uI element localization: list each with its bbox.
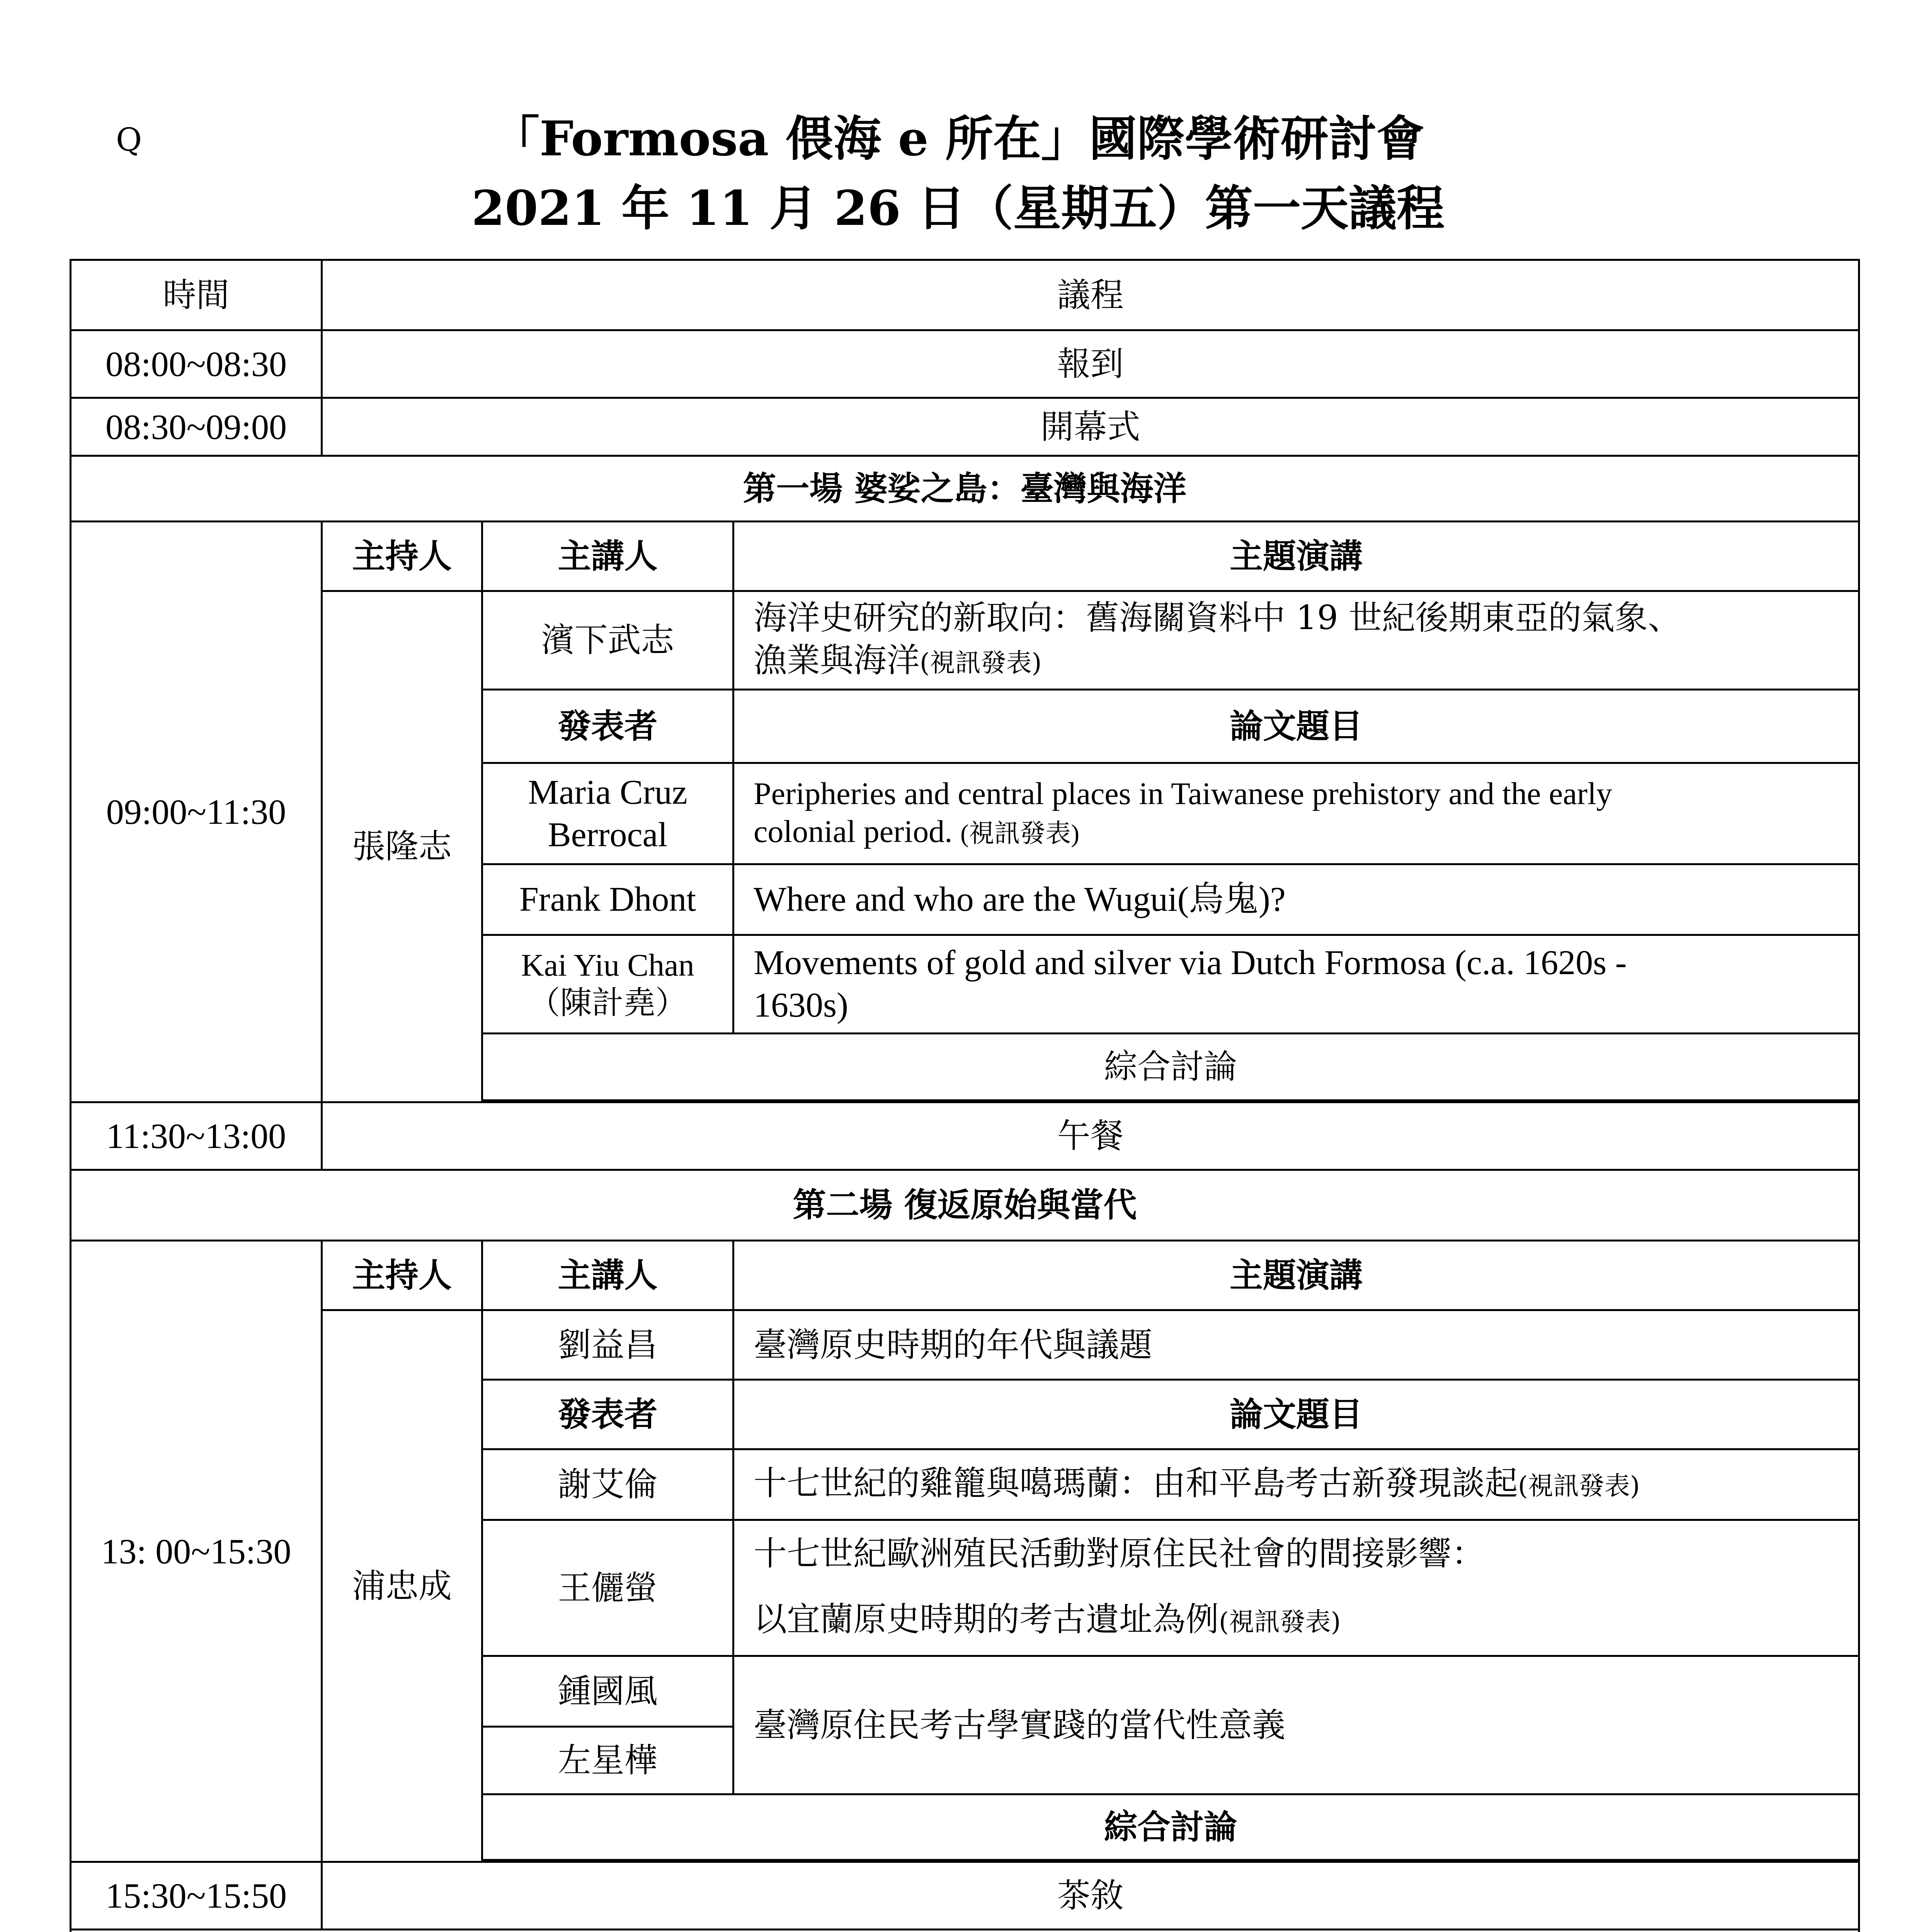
session-1-title: 第一場 婆娑之島：臺灣與海洋 [71, 456, 1859, 522]
session-title-row [71, 1930, 1859, 1932]
presenter-name-line2: Berrocal [548, 815, 668, 854]
presenter-name [482, 763, 733, 864]
session-2-title: 第二場 復返原始與當代 [71, 1170, 1859, 1241]
video-note: (視訊發表) [920, 648, 1042, 678]
session-title-row [71, 456, 1859, 522]
keynote-label: 主題演講 [733, 1241, 1859, 1310]
paper-title: 臺灣原住民考古學實踐的當代性意義 [733, 1656, 1859, 1794]
time-cell: 08:30~09:00 [71, 398, 322, 456]
speaker-label: 主講人 [482, 522, 733, 591]
presenter-name: Frank Dhont [482, 864, 733, 935]
time-cell: 15:30~15:50 [71, 1862, 322, 1930]
paper-title-line2: 1630s) [754, 986, 848, 1024]
keynote-title [733, 591, 1859, 690]
paper-title [733, 763, 1859, 864]
session-1-time: 09:00~11:30 [71, 522, 322, 1102]
discussion: 綜合討論 [482, 1794, 1859, 1860]
session-2-time: 13: 00~15:30 [71, 1241, 322, 1862]
table-header-row [71, 260, 1859, 330]
paper-title-line1: Movements of gold and silver via Dutch Formosa (c.a. 1620s - [754, 944, 1627, 982]
paper-title-line2: 以宜蘭原史時期的考古遺址為例 [754, 1600, 1219, 1639]
keynote-label: 主題演講 [733, 522, 1859, 591]
table-row [71, 1310, 1859, 1380]
agenda-item: 報到 [322, 330, 1859, 398]
paper-title [733, 1449, 1859, 1520]
host-label: 主持人 [322, 1241, 482, 1310]
paper-title-line1: Peripheries and central places in Taiwanese prehistory and the early [754, 776, 1612, 811]
discussion: 綜合討論 [482, 1034, 1859, 1100]
table-row [71, 398, 1859, 456]
table-row [71, 591, 1859, 690]
paper-title: Where and who are the Wugui(烏鬼)? [733, 864, 1859, 935]
session-1-host: 張隆志 [322, 591, 482, 1102]
table-row [71, 522, 1859, 591]
presenter-name-line1: Maria Cruz [528, 773, 687, 811]
paper-label: 論文題目 [733, 690, 1859, 763]
table-row [71, 330, 1859, 398]
keynote-title: 臺灣原史時期的年代與議題 [733, 1310, 1859, 1380]
presenter-name: 鍾國風 [482, 1656, 733, 1727]
video-note: (視訊發表) [1219, 1607, 1341, 1637]
keynote-title-line2: 漁業與海洋 [754, 641, 920, 680]
session-title-row [71, 1170, 1859, 1241]
speaker-label: 主講人 [482, 1241, 733, 1310]
table-row [71, 1102, 1859, 1170]
corner-mark: Q [116, 122, 142, 158]
presenter-name-line2: （陳計堯） [528, 985, 687, 1020]
header-agenda: 議程 [322, 260, 1859, 330]
video-note: (視訊發表) [960, 819, 1080, 848]
paper-title [733, 935, 1859, 1034]
presenter-name: 左星樺 [482, 1727, 733, 1794]
paper-label: 論文題目 [733, 1380, 1859, 1449]
session-3-title [71, 1930, 1859, 1932]
session-2-host: 浦忠成 [322, 1310, 482, 1862]
paper-title-line1: 十七世紀歐洲殖民活動對原住民社會的間接影響： [754, 1534, 1485, 1573]
keynote-speaker: 濱下武志 [482, 591, 733, 690]
presenter-name [482, 935, 733, 1034]
presenter-label: 發表者 [482, 1380, 733, 1449]
time-cell: 11:30~13:00 [71, 1102, 322, 1170]
presenter-name: 王儷螢 [482, 1520, 733, 1656]
agenda-item: 開幕式 [322, 398, 1859, 456]
keynote-title-line1: 海洋史研究的新取向：舊海關資料中 19 世紀後期東亞的氣象、 [754, 598, 1681, 637]
paper-title [733, 1520, 1859, 1656]
paper-title-text: 十七世紀的雞籠與噶瑪蘭：由和平島考古新發現談起 [754, 1464, 1518, 1503]
keynote-speaker: 劉益昌 [482, 1310, 733, 1380]
host-label: 主持人 [322, 522, 482, 591]
presenter-label: 發表者 [482, 690, 733, 763]
agenda-date-title: 2021 年 11 月 26 日（星期五）第一天議程 [471, 180, 1445, 236]
presenter-name-line1: Kai Yiu Chan [521, 947, 694, 983]
video-note: (視訊發表) [1518, 1471, 1640, 1501]
agenda-item: 午餐 [322, 1102, 1859, 1170]
header-time: 時間 [71, 260, 322, 330]
table-row [71, 1862, 1859, 1930]
paper-title-line2: colonial period. [754, 813, 953, 849]
presenter-name: 謝艾倫 [482, 1449, 733, 1520]
table-row [71, 1241, 1859, 1310]
agenda-item: 茶敘 [322, 1862, 1859, 1930]
conference-title: 「Formosa 偎海 e 所在」國際學術研討會 [492, 111, 1424, 167]
agenda-table [70, 259, 1860, 1932]
time-cell: 08:00~08:30 [71, 330, 322, 398]
